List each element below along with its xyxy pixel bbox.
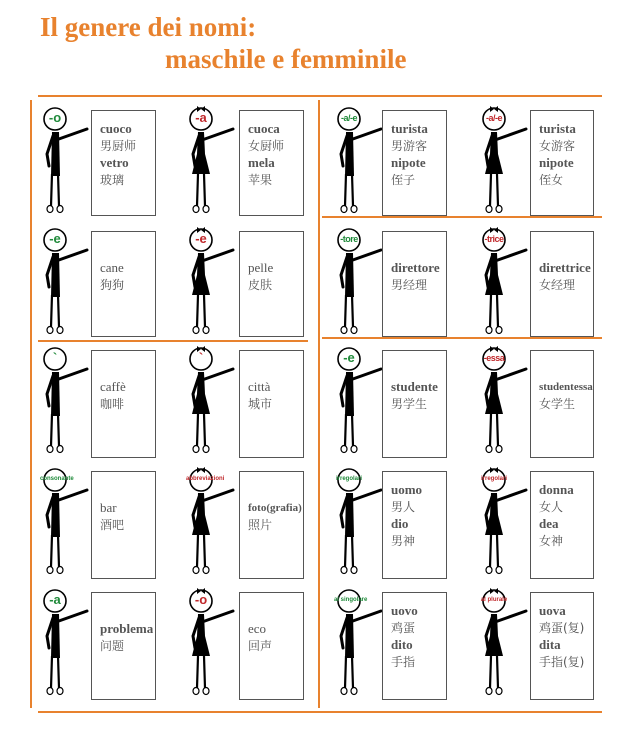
noun-card-donna [479, 467, 594, 585]
italian-word: bar [100, 500, 117, 515]
chinese-translation: 男游客 [391, 139, 428, 153]
suffix-label: ` [198, 350, 204, 365]
word-card [91, 231, 156, 337]
word-card [530, 592, 594, 700]
suffix-label: al singolare [334, 597, 368, 603]
word-card [239, 110, 304, 216]
noun-card-citta [186, 346, 304, 464]
word-card [530, 350, 594, 458]
word-card [382, 231, 447, 337]
italian-word: uovo [391, 603, 418, 618]
chinese-translation: 玻璃 [100, 173, 125, 187]
word-card [91, 592, 156, 700]
word-card [239, 471, 304, 579]
noun-card-eco [186, 588, 304, 706]
noun-card-studente [334, 346, 447, 464]
word-card [382, 471, 447, 579]
chinese-translation: 男神 [391, 534, 416, 548]
chinese-translation: 狗狗 [100, 278, 125, 292]
italian-word: studente [391, 379, 438, 394]
noun-card-problema [40, 588, 156, 706]
suffix-label: -a/-e [485, 113, 502, 123]
suffix-label: -a/-e [340, 113, 357, 123]
italian-word: caffè [100, 379, 126, 394]
italian-word: problema [100, 621, 154, 636]
chinese-translation: 照片 [248, 518, 273, 532]
suffix-label: -e [195, 231, 207, 246]
italian-word: mela [248, 155, 275, 170]
chinese-translation: 城市 [248, 397, 273, 411]
suffix-label: irregolari [335, 476, 362, 482]
suffix-label: -trice [484, 234, 504, 244]
suffix-label: ` [52, 350, 58, 365]
chinese-translation: 女经理 [539, 278, 576, 292]
chinese-translation: 男厨师 [100, 139, 137, 153]
italian-word: cuoca [248, 121, 280, 136]
noun-card-studentessa [479, 346, 594, 464]
noun-card-uomo [334, 467, 447, 585]
italian-word: nipote [391, 155, 426, 170]
frame-top-line [38, 95, 602, 97]
chinese-translation: 女游客 [539, 139, 576, 153]
noun-card-direttrice [479, 227, 594, 345]
chinese-translation: 女人 [539, 500, 564, 514]
italian-word: cuoco [100, 121, 132, 136]
noun-card-direttore [334, 227, 447, 345]
chinese-translation: 苹果 [248, 173, 273, 187]
noun-card-bar [40, 467, 156, 585]
chinese-translation: 鸡蛋 [391, 621, 416, 635]
suffix-label: -tore [340, 234, 358, 244]
suffix-label: -e [49, 231, 61, 246]
italian-word: foto(grafia) [248, 502, 302, 514]
frame-left-line [30, 100, 32, 708]
italian-word: città [248, 379, 271, 394]
noun-card-cuoca [186, 106, 304, 224]
noun-card-turista-f [479, 106, 594, 224]
noun-card-uovo [334, 588, 447, 706]
italian-word: uomo [391, 482, 423, 497]
word-card [530, 231, 594, 337]
chinese-translation: 手指(复) [539, 655, 585, 669]
italian-word: donna [539, 482, 574, 497]
chinese-translation: 回声 [248, 639, 273, 653]
italian-word: nipote [539, 155, 574, 170]
italian-word: cane [100, 260, 124, 275]
chinese-translation: 男学生 [391, 397, 428, 411]
italian-word: uova [539, 603, 566, 618]
word-card [530, 471, 594, 579]
chinese-translation: 女神 [539, 534, 564, 548]
chinese-translation: 女学生 [539, 397, 576, 411]
suffix-label: -e [343, 350, 355, 365]
chinese-translation: 问题 [100, 639, 125, 653]
italian-word: turista [391, 121, 428, 136]
chinese-translation: 男经理 [391, 278, 428, 292]
suffix-label: -o [48, 110, 62, 125]
noun-card-pelle [186, 227, 304, 345]
suffix-label: consonante [40, 476, 74, 482]
title-line-1: Il genere dei nomi: [40, 12, 257, 42]
italian-word: dio [391, 516, 409, 531]
noun-card-caffe [40, 346, 156, 464]
frame-center-line [318, 100, 320, 708]
italian-word: dita [539, 637, 561, 652]
italian-word: direttore [391, 260, 440, 275]
italian-word: pelle [248, 260, 274, 275]
word-card [382, 350, 447, 458]
chinese-translation: 女厨师 [248, 139, 285, 153]
italian-word: direttrice [539, 260, 591, 275]
word-card [239, 231, 304, 337]
chinese-translation: 酒吧 [100, 518, 125, 532]
word-card [239, 592, 304, 700]
italian-word: turista [539, 121, 576, 136]
word-card [382, 110, 447, 216]
suffix-label: -a [195, 110, 207, 125]
chinese-translation: 咖啡 [100, 397, 125, 411]
word-card [530, 110, 594, 216]
word-card [91, 471, 156, 579]
noun-card-cane [40, 227, 156, 345]
chinese-translation: 侄女 [539, 173, 564, 187]
italian-word: dito [391, 637, 413, 652]
title-line-2: maschile e femminile [165, 44, 407, 74]
suffix-label: abbreviazioni [186, 476, 225, 482]
suffix-label: -o [194, 592, 208, 607]
italian-word: vetro [100, 155, 129, 170]
chinese-translation: 鸡蛋(复) [539, 621, 585, 635]
word-card [91, 350, 156, 458]
suffix-label: -essa [483, 353, 505, 363]
chinese-translation: 皮肤 [248, 278, 273, 292]
noun-card-foto [186, 467, 304, 585]
noun-card-turista-m [334, 106, 447, 224]
chinese-translation: 手指 [391, 655, 416, 669]
frame-bottom-line [38, 711, 602, 713]
italian-word: eco [248, 621, 267, 636]
chinese-translation: 侄子 [391, 173, 416, 187]
italian-word: studentessa [539, 381, 593, 393]
italian-word: dea [539, 516, 559, 531]
noun-card-uova [479, 588, 594, 706]
word-card [382, 592, 447, 700]
suffix-label: al plurale [480, 597, 508, 603]
chinese-translation: 男人 [391, 500, 416, 514]
suffix-label: -a [49, 592, 61, 607]
word-card [91, 110, 156, 216]
word-card [239, 350, 304, 458]
noun-card-cuoco [40, 106, 156, 224]
suffix-label: irregolari [480, 476, 507, 482]
